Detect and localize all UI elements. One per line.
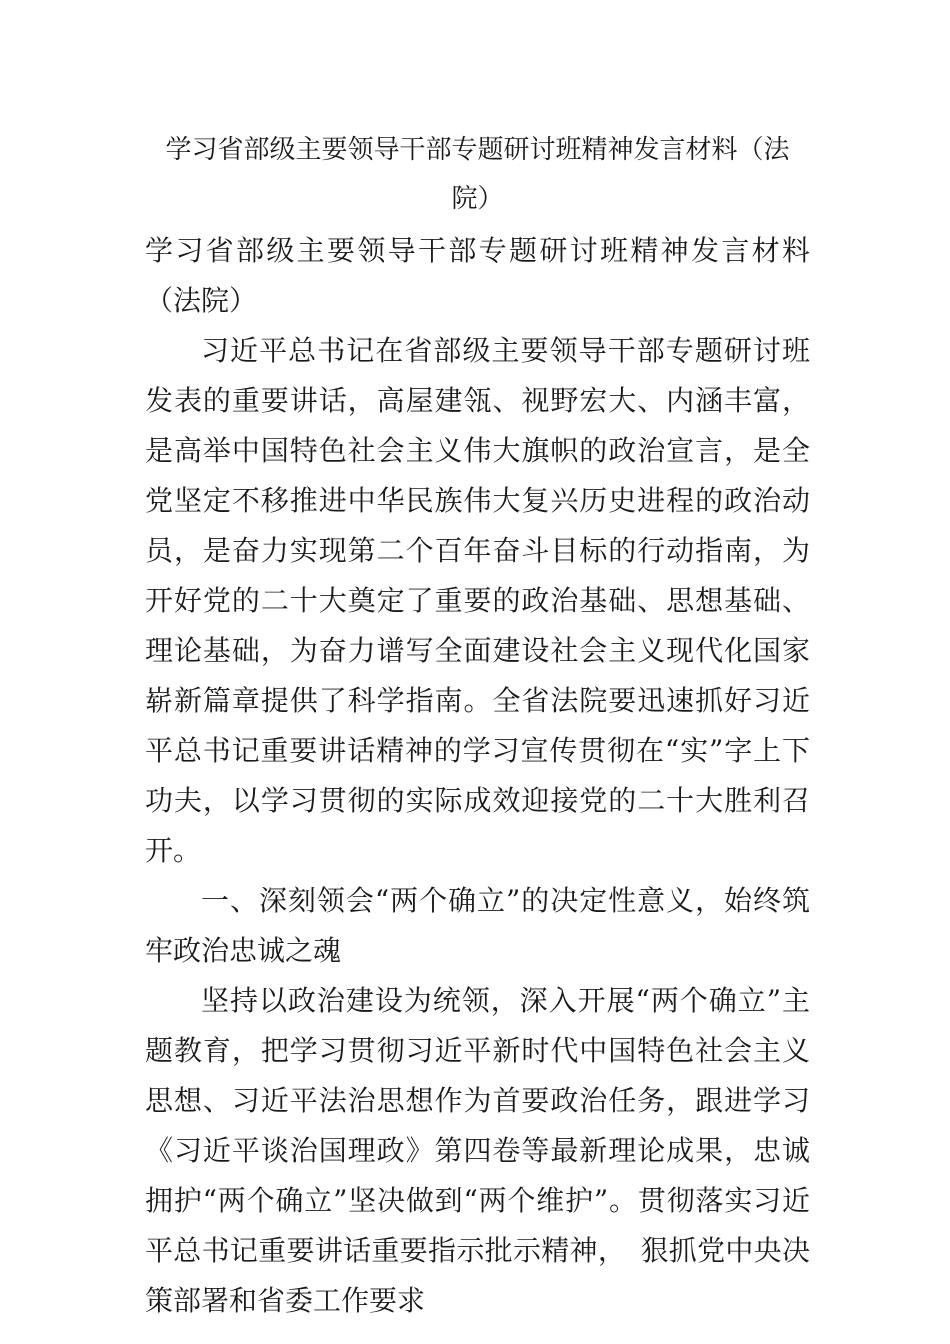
document-subtitle: 学习省部级主要领导干部专题研讨班精神发言材料（法院）	[145, 234, 810, 317]
document-body	[145, 226, 810, 1326]
intro-paragraph: 习近平总书记在省部级主要领导干部专题研讨班发表的重要讲话，高屋建瓴、视野宏大、内涵丰富，是高举中国特色社会主义伟大旗帜的政治宣言，是全党坚定不移推进中华民族伟大复兴历史进程的政治动员，是奋力实现第二个百年奋斗目标的行动指南，为开好党的二十大奠定了重要的政治基础、思想基础、理论基础，为奋力谱写全面建设社会主义现代化国家崭新篇章提供了科学指南。全省法院要迅速抓好习近平总书记重要讲话精神的学习宣传贯彻在“实”字上下功夫，以学习贯彻的实际成效迎接党的二十大胜利召开。	[145, 334, 810, 867]
section-1-paragraph: 坚持以政治建设为统领，深入开展“两个确立”主题教育，把学习贯彻习近平新时代中国特色社会主义思想、习近平法治思想作为首要政治任务，跟进学习《习近平谈治国理政》第四卷等最新理论成果，忠诚拥护“两个确立”坚决做到“两个维护”。贯彻落实习近平总书记重要讲话重要指示批示精神， 狠抓党中央决策部署和省委工作要求	[145, 984, 810, 1317]
section-heading-1: 一、深刻领会“两个确立”的决定性意义，始终筑牢政治忠诚之魂	[145, 884, 810, 967]
document-title: 学习省部级主要领导干部专题研讨班精神发言材料（法院）	[165, 135, 790, 214]
